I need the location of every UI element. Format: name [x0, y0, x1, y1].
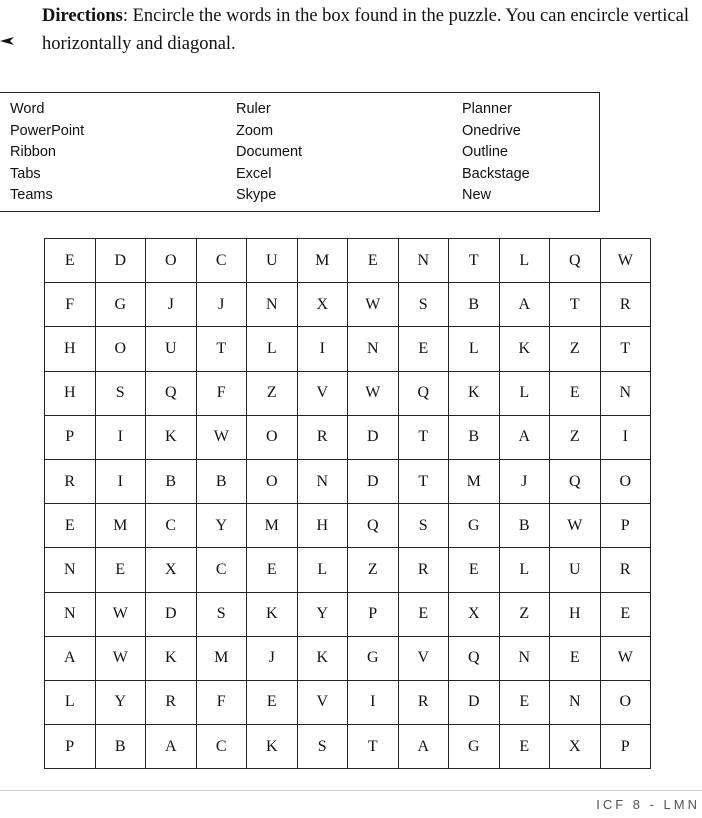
grid-cell[interactable]: E [247, 680, 298, 724]
grid-cell[interactable]: U [247, 239, 298, 283]
grid-cell[interactable]: M [95, 504, 146, 548]
grid-cell[interactable]: H [45, 327, 96, 371]
grid-cell[interactable]: E [600, 592, 651, 636]
directions-line-1 [42, 2, 702, 30]
grid-cell[interactable]: P [45, 725, 96, 769]
grid-row [45, 504, 651, 548]
grid-cell[interactable]: Q [550, 459, 601, 503]
grid-cell[interactable]: T [398, 459, 449, 503]
grid-row [45, 415, 651, 459]
grid-cell[interactable]: L [499, 239, 550, 283]
grid-cell[interactable]: S [196, 592, 247, 636]
grid-cell[interactable]: Y [95, 680, 146, 724]
word-bank-item: Outline [462, 144, 508, 160]
grid-cell[interactable]: Q [146, 371, 197, 415]
grid-cell[interactable]: S [398, 504, 449, 548]
grid-cell[interactable]: X [550, 725, 601, 769]
word-bank-item: Onedrive [462, 122, 521, 139]
grid-cell[interactable]: Q [449, 636, 500, 680]
grid-cell[interactable]: E [95, 548, 146, 592]
grid-cell[interactable]: C [196, 548, 247, 592]
footer-divider [0, 790, 702, 791]
grid-cell[interactable]: W [348, 371, 399, 415]
grid-cell[interactable]: L [449, 327, 500, 371]
grid-cell[interactable]: L [499, 548, 550, 592]
grid-cell[interactable]: B [449, 415, 500, 459]
grid-cell[interactable]: E [398, 592, 449, 636]
grid-cell[interactable]: A [499, 283, 550, 327]
grid-cell[interactable]: B [499, 504, 550, 548]
grid-cell[interactable]: H [45, 371, 96, 415]
grid-row [45, 636, 651, 680]
grid-cell[interactable]: Q [398, 371, 449, 415]
word-bank-item: Planner [462, 101, 512, 117]
word-bank-item: Teams [10, 187, 53, 203]
grid-cell[interactable]: V [297, 680, 348, 724]
grid-cell[interactable]: K [499, 327, 550, 371]
word-bank-item: Ribbon [10, 144, 56, 160]
directions-text [42, 2, 702, 58]
grid-cell[interactable]: R [45, 459, 96, 503]
grid-cell[interactable]: L [297, 548, 348, 592]
grid-cell[interactable]: I [348, 680, 399, 724]
grid-cell[interactable]: Q [348, 504, 399, 548]
grid-cell[interactable]: U [146, 327, 197, 371]
grid-cell[interactable]: K [247, 725, 298, 769]
grid-row [45, 548, 651, 592]
grid-cell[interactable]: R [600, 548, 651, 592]
grid-cell[interactable]: F [196, 371, 247, 415]
grid-cell[interactable]: P [348, 592, 399, 636]
grid-cell[interactable]: L [45, 680, 96, 724]
word-bank-item: Excel [236, 165, 272, 182]
word-bank-column-1 [10, 99, 84, 207]
word-bank-column-2 [236, 99, 302, 207]
grid-cell[interactable]: T [600, 327, 651, 371]
grid-cell[interactable]: K [297, 636, 348, 680]
grid-cell[interactable]: E [499, 725, 550, 769]
grid-cell[interactable]: D [95, 239, 146, 283]
grid-cell[interactable]: Z [499, 592, 550, 636]
grid-cell[interactable]: N [45, 548, 96, 592]
grid-cell[interactable]: P [600, 725, 651, 769]
grid-cell[interactable]: L [499, 371, 550, 415]
grid-cell[interactable]: G [449, 725, 500, 769]
grid-cell[interactable]: B [95, 725, 146, 769]
grid-cell[interactable]: W [196, 415, 247, 459]
grid-cell[interactable]: G [95, 283, 146, 327]
grid-cell[interactable]: N [297, 459, 348, 503]
grid-cell[interactable]: T [348, 725, 399, 769]
grid-cell[interactable]: H [550, 592, 601, 636]
grid-cell[interactable]: N [499, 636, 550, 680]
grid-cell[interactable]: I [95, 415, 146, 459]
grid-cell[interactable]: D [146, 592, 197, 636]
grid-cell[interactable]: O [146, 239, 197, 283]
word-bank-item: Skype [236, 187, 277, 203]
grid-cell[interactable]: J [146, 283, 197, 327]
directions-label: Directions [42, 6, 123, 26]
grid-cell[interactable]: E [550, 371, 601, 415]
grid-cell[interactable]: Z [550, 415, 601, 459]
grid-cell[interactable]: J [247, 636, 298, 680]
grid-cell[interactable]: S [398, 283, 449, 327]
grid-cell[interactable]: O [600, 680, 651, 724]
grid-cell[interactable]: Z [550, 327, 601, 371]
word-bank-item: Tabs [10, 165, 41, 182]
grid-cell[interactable]: C [196, 725, 247, 769]
grid-cell[interactable]: A [398, 725, 449, 769]
grid-cell[interactable]: O [247, 415, 298, 459]
footer-label: ICF 8 - LMN [596, 797, 700, 812]
grid-cell[interactable]: O [247, 459, 298, 503]
word-bank-item: Document [236, 144, 303, 160]
grid-cell[interactable]: K [146, 636, 197, 680]
grid-cell[interactable]: Z [348, 548, 399, 592]
grid-cell[interactable]: N [247, 283, 298, 327]
grid-cell[interactable]: V [398, 636, 449, 680]
grid-cell[interactable]: I [297, 327, 348, 371]
grid-cell[interactable]: I [95, 459, 146, 503]
grid-cell[interactable]: E [45, 504, 96, 548]
grid-cell[interactable]: J [499, 459, 550, 503]
grid-cell[interactable]: R [600, 283, 651, 327]
grid-cell[interactable]: N [398, 239, 449, 283]
grid-cell[interactable]: D [348, 459, 399, 503]
grid-row [45, 725, 651, 769]
grid-cell[interactable]: T [196, 327, 247, 371]
grid-cell[interactable]: E [449, 548, 500, 592]
grid-cell[interactable]: A [499, 415, 550, 459]
grid-cell[interactable]: B [449, 283, 500, 327]
grid-cell[interactable]: R [297, 415, 348, 459]
grid-cell[interactable]: K [247, 592, 298, 636]
grid-cell[interactable]: Q [550, 239, 601, 283]
grid-row [45, 239, 651, 283]
grid-cell[interactable]: F [45, 283, 96, 327]
grid-cell[interactable]: W [95, 636, 146, 680]
grid-cell[interactable]: W [348, 283, 399, 327]
grid-cell[interactable]: Y [297, 592, 348, 636]
grid-row [45, 680, 651, 724]
word-search-grid [44, 238, 651, 769]
word-bank-item: Zoom [236, 122, 274, 139]
grid-cell[interactable]: U [550, 548, 601, 592]
grid-cell[interactable]: R [398, 680, 449, 724]
grid-cell[interactable]: D [348, 415, 399, 459]
grid-cell[interactable]: W [600, 239, 651, 283]
grid-cell[interactable]: M [297, 239, 348, 283]
grid-row [45, 592, 651, 636]
grid-cell[interactable]: E [348, 239, 399, 283]
grid-cell[interactable]: X [297, 283, 348, 327]
grid-cell[interactable]: V [297, 371, 348, 415]
grid-cell[interactable]: N [600, 371, 651, 415]
grid-cell[interactable]: E [499, 680, 550, 724]
grid-cell[interactable]: E [45, 239, 96, 283]
grid-cell[interactable]: R [146, 680, 197, 724]
grid-cell[interactable]: N [348, 327, 399, 371]
grid-cell[interactable]: T [550, 283, 601, 327]
grid-cell[interactable]: E [247, 548, 298, 592]
grid-cell[interactable]: N [550, 680, 601, 724]
grid-cell[interactable]: Z [247, 371, 298, 415]
grid-row [45, 327, 651, 371]
grid-cell[interactable]: C [146, 504, 197, 548]
grid-cell[interactable]: M [247, 504, 298, 548]
grid-cell[interactable]: F [196, 680, 247, 724]
grid-cell[interactable]: Y [196, 504, 247, 548]
word-bank-column-3 [462, 99, 530, 207]
grid-row [45, 283, 651, 327]
grid-cell[interactable]: E [398, 327, 449, 371]
grid-cell[interactable]: K [146, 415, 197, 459]
grid-cell[interactable]: M [449, 459, 500, 503]
grid-cell[interactable]: K [449, 371, 500, 415]
grid-cell[interactable]: G [348, 636, 399, 680]
grid-cell[interactable]: T [449, 239, 500, 283]
grid-cell[interactable]: B [196, 459, 247, 503]
grid-cell[interactable]: P [45, 415, 96, 459]
grid-cell[interactable]: O [95, 327, 146, 371]
word-bank-item: Backstage [462, 165, 530, 182]
word-bank-item: New [462, 187, 492, 203]
grid-cell[interactable]: A [45, 636, 96, 680]
grid-cell[interactable]: P [600, 504, 651, 548]
grid-cell[interactable]: W [600, 636, 651, 680]
grid-cell[interactable]: E [550, 636, 601, 680]
word-bank-item: Ruler [236, 101, 271, 117]
grid-cell[interactable]: G [449, 504, 500, 548]
grid-cell[interactable]: X [146, 548, 197, 592]
grid-cell[interactable]: L [247, 327, 298, 371]
word-bank-item: Word [10, 101, 45, 117]
grid-cell[interactable]: I [600, 415, 651, 459]
grid-cell[interactable]: M [196, 636, 247, 680]
grid-cell[interactable]: S [95, 371, 146, 415]
grid-cell[interactable]: B [146, 459, 197, 503]
grid-cell[interactable]: T [398, 415, 449, 459]
grid-cell[interactable]: J [196, 283, 247, 327]
grid-cell[interactable]: W [550, 504, 601, 548]
grid-cell[interactable]: D [449, 680, 500, 724]
grid-cell[interactable]: A [146, 725, 197, 769]
grid-cell[interactable]: R [398, 548, 449, 592]
grid-cell[interactable]: N [45, 592, 96, 636]
grid-row [45, 371, 651, 415]
grid-cell[interactable]: O [600, 459, 651, 503]
arrow-icon [0, 34, 14, 48]
grid-cell[interactable]: H [297, 504, 348, 548]
grid-cell[interactable]: X [449, 592, 500, 636]
grid-cell[interactable]: C [196, 239, 247, 283]
grid-cell[interactable]: W [95, 592, 146, 636]
directions-line-2: horizontally and diagonal. [42, 34, 236, 54]
word-bank-box [0, 92, 600, 212]
grid-cell[interactable]: S [297, 725, 348, 769]
directions-body: : Encircle the words in the box found in the puzzle. You can encircle vertical [122, 6, 689, 26]
grid-row [45, 459, 651, 503]
word-bank-item: PowerPoint [10, 122, 85, 139]
